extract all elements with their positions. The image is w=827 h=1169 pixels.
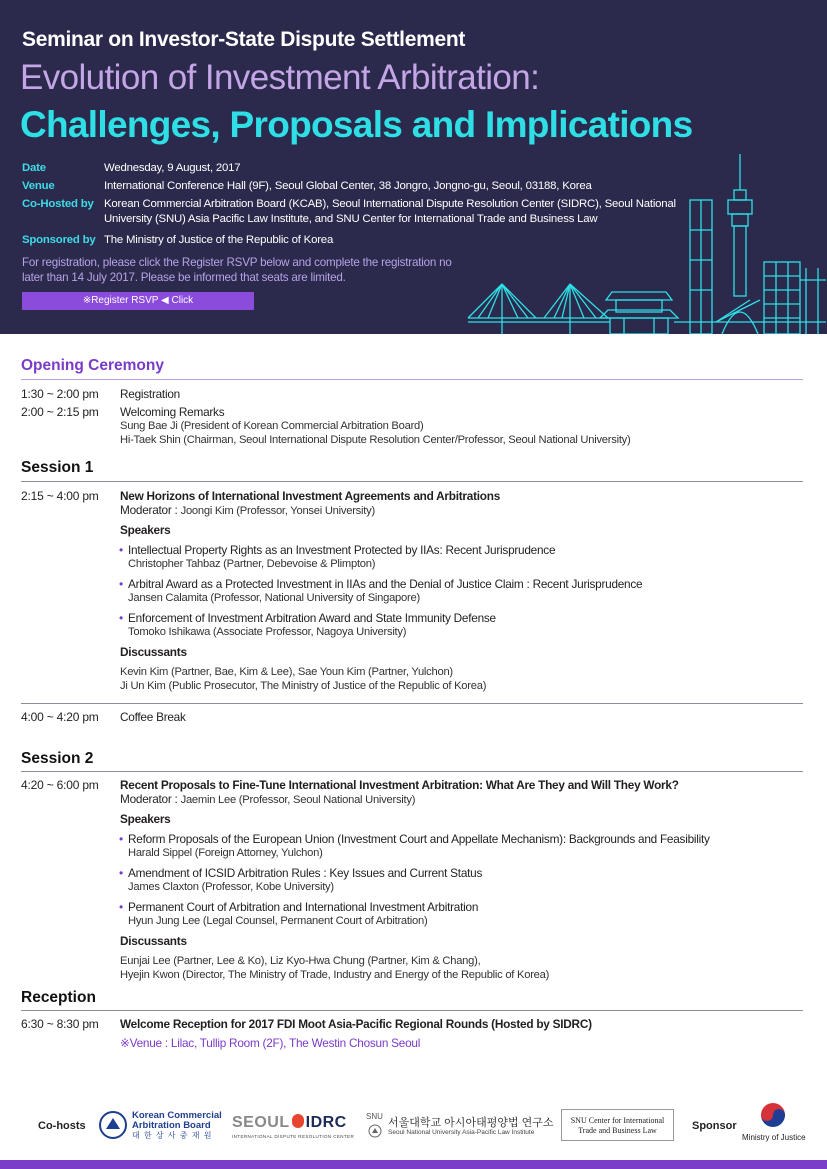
kcab-name-korean: 대 한 상 사 중 재 원 bbox=[132, 1131, 213, 1140]
session-2-block bbox=[120, 778, 810, 982]
snu-emblem-icon bbox=[368, 1124, 382, 1138]
welcoming-item bbox=[120, 405, 810, 447]
talk-title: Arbitral Award as a Protected Investment in IIAs and the Denial of Justice Claim : Recent Jurisprudence bbox=[128, 577, 643, 591]
reception-venue: ※Venue : Lilac, Tullip Room (2F), The Westin Chosun Seoul bbox=[120, 1036, 421, 1050]
session-2-time: 4:20 ~ 6:00 pm bbox=[21, 778, 99, 792]
cohost-label: Co-Hosted by bbox=[22, 198, 94, 210]
coffee-break-item bbox=[120, 710, 810, 724]
header-banner bbox=[0, 0, 827, 334]
session-1-discussants-2: Ji Un Kim (Public Prosecutor, The Ministry of Justice of the Republic of Korea) bbox=[120, 680, 487, 692]
talk-title: Amendment of ICSID Arbitration Rules : Key Issues and Current Status bbox=[128, 866, 483, 880]
welcoming-speaker-1: Sung Bae Ji (President of Korean Commercial Arbitration Board) bbox=[120, 420, 424, 432]
seminar-subtitle: Seminar on Investor-State Dispute Settlement bbox=[22, 28, 466, 51]
session-1-talk: • Arbitral Award as a Protected Investment in IIAs and the Denial of Justice Claim : Recent Jurisprudence Jansen Calamita (Professor, National University of Singapore) bbox=[120, 577, 810, 605]
sponsor-label: Sponsored by bbox=[22, 234, 96, 246]
session-2-discussants-1: Eunjai Lee (Partner, Lee & Ko), Liz Kyo-Hwa Chung (Partner, Kim & Chang), bbox=[120, 955, 481, 967]
registration-item bbox=[120, 387, 810, 401]
session-1-talk: • Intellectual Property Rights as an Investment Protected by IIAs: Recent Jurisprudence Christopher Tahbaz (Partner, Debevoise & Plimpton) bbox=[120, 543, 810, 571]
skyline-illustration-icon bbox=[460, 150, 827, 334]
session-2-moderator-label: Moderator : bbox=[120, 792, 178, 806]
coffee-break-label: Coffee Break bbox=[120, 710, 186, 724]
talk-title: Permanent Court of Arbitration and International Investment Arbitration bbox=[128, 900, 479, 914]
session-2-talk: • Amendment of ICSID Arbitration Rules : Key Issues and Current Status James Claxton (Professor, Kobe University) bbox=[120, 866, 810, 894]
session-1-moderator: Joongi Kim (Professor, Yonsei University) bbox=[180, 505, 375, 517]
title-line-1: Evolution of Investment Arbitration: bbox=[20, 58, 540, 97]
snu-center-line-1: SNU Center for International bbox=[570, 1116, 665, 1125]
date-value: Wednesday, 9 August, 2017 bbox=[104, 162, 241, 174]
sponsor-value: The Ministry of Justice of the Republic of Korea bbox=[104, 234, 334, 246]
session-1-block bbox=[120, 489, 810, 693]
kcab-name-line-2: Arbitration Board bbox=[132, 1120, 211, 1131]
coffee-break-time: 4:00 ~ 4:20 pm bbox=[21, 710, 99, 724]
cohosts-label: Co-hosts bbox=[38, 1120, 86, 1132]
kcab-logo-icon bbox=[98, 1110, 128, 1140]
opening-divider bbox=[21, 379, 803, 380]
footer-logos bbox=[0, 1096, 827, 1158]
talk-speaker: James Claxton (Professor, Kobe University) bbox=[128, 881, 334, 893]
session-2-divider bbox=[21, 771, 803, 772]
sidrc-subtitle: INTERNATIONAL DISPUTE RESOLUTION CENTER bbox=[232, 1134, 355, 1139]
reception-divider bbox=[21, 1010, 803, 1011]
registration-note-line-1: For registration, please click the Register RSVP below and complete the registration no bbox=[22, 256, 452, 269]
talk-speaker: Tomoko Ishikawa (Associate Professor, Nagoya University) bbox=[128, 626, 407, 638]
reception-label: Welcome Reception for 2017 FDI Moot Asia-Pacific Regional Rounds (Hosted by SIDRC) bbox=[120, 1017, 592, 1031]
sidrc-left-text: SEOUL bbox=[232, 1114, 290, 1131]
welcoming-speaker-2: Hi-Taek Shin (Chairman, Seoul International Dispute Resolution Center/Professor, Seoul National University) bbox=[120, 434, 631, 446]
session-1-moderator-label: Moderator : bbox=[120, 503, 178, 517]
venue-label: Venue bbox=[22, 180, 55, 192]
opening-ceremony-title: Opening Ceremony bbox=[21, 357, 164, 374]
session-2-speakers-label: Speakers bbox=[120, 812, 171, 826]
session-1-talk: • Enforcement of Investment Arbitration Award and State Immunity Defense Tomoko Ishikawa (Associate Professor, Nagoya University) bbox=[120, 611, 810, 639]
talk-speaker: Jansen Calamita (Professor, National University of Singapore) bbox=[128, 592, 420, 604]
talk-title: Intellectual Property Rights as an Investment Protected by IIAs: Recent Jurisprudence bbox=[128, 543, 556, 557]
sidrc-right-text: IDRC bbox=[305, 1114, 347, 1131]
session-1-discussants-label: Discussants bbox=[120, 645, 187, 659]
welcoming-time: 2:00 ~ 2:15 pm bbox=[21, 405, 99, 419]
talk-title: Reform Proposals of the European Union (Investment Court and Appellate Mechanism): Backgrounds and Feasibility bbox=[128, 832, 710, 846]
talk-speaker: Hyun Jung Lee (Legal Counsel, Permanent Court of Arbitration) bbox=[128, 915, 428, 927]
session-2-talk: • Reform Proposals of the European Union (Investment Court and Appellate Mechanism): Backgrounds and Feasibility Harald Sippel (Foreign Attorney, Yulchon) bbox=[120, 832, 810, 860]
welcoming-label: Welcoming Remarks bbox=[120, 405, 225, 419]
registration-note bbox=[22, 255, 492, 285]
kcab-name bbox=[132, 1111, 222, 1141]
session-1-topic: New Horizons of International Investment Agreements and Arbitrations bbox=[120, 489, 500, 503]
session-2-discussants-label: Discussants bbox=[120, 934, 187, 948]
reception-block bbox=[120, 1017, 810, 1050]
session-2-discussants-2: Hyejin Kwon (Director, The Ministry of Trade, Industry and Energy of the Republic of Korea) bbox=[120, 969, 550, 981]
session-1-time: 2:15 ~ 4:00 pm bbox=[21, 489, 99, 503]
registration-label: Registration bbox=[120, 387, 180, 401]
session-2-talk: • Permanent Court of Arbitration and International Investment Arbitration Hyun Jung Lee (Legal Counsel, Permanent Court of Arbitration) bbox=[120, 900, 810, 928]
session-1-divider bbox=[21, 481, 803, 482]
sidrc-mark-icon bbox=[292, 1114, 304, 1128]
session-1-speakers-label: Speakers bbox=[120, 523, 171, 537]
snu-center-line-2: Trade and Business Law bbox=[578, 1126, 657, 1135]
talk-speaker: Harald Sippel (Foreign Attorney, Yulchon) bbox=[128, 847, 323, 859]
snu-mark: SNU bbox=[366, 1112, 383, 1121]
bottom-accent-bar bbox=[0, 1160, 827, 1169]
registration-note-line-2: later than 14 July 2017. Please be informed that seats are limited. bbox=[22, 271, 346, 284]
ministry-of-justice-label: Ministry of Justice bbox=[742, 1133, 806, 1142]
ministry-of-justice-emblem-icon bbox=[758, 1100, 788, 1130]
title-line-2: Challenges, Proposals and Implications bbox=[20, 104, 693, 145]
snu-korean-name: 서울대학교 아시아태평양법 연구소 bbox=[388, 1117, 554, 1129]
talk-speaker: Christopher Tahbaz (Partner, Debevoise & Plimpton) bbox=[128, 558, 376, 570]
sidrc-logo bbox=[232, 1114, 347, 1132]
sponsor-footer-label: Sponsor bbox=[692, 1120, 737, 1132]
cohost-value-2: University (SNU) Asia Pacific Law Institute, and SNU Center for International Trade and Business Law bbox=[104, 213, 598, 225]
session-2-moderator: Jaemin Lee (Professor, Seoul National University) bbox=[180, 794, 416, 806]
register-rsvp-button[interactable]: ※Register RSVP ◀ Click bbox=[22, 292, 254, 310]
snu-center-logo bbox=[561, 1109, 674, 1141]
reception-title: Reception bbox=[21, 989, 96, 1006]
session-2-title: Session 2 bbox=[21, 750, 94, 767]
session-2-topic: Recent Proposals to Fine-Tune International Investment Arbitration: What Are They and Will They Work? bbox=[120, 778, 679, 792]
coffee-divider bbox=[21, 703, 803, 704]
date-label: Date bbox=[22, 162, 46, 174]
kcab-name-line-1: Korean Commercial bbox=[132, 1110, 222, 1121]
registration-time: 1:30 ~ 2:00 pm bbox=[21, 387, 99, 401]
venue-value: International Conference Hall (9F), Seoul Global Center, 38 Jongro, Jongno-gu, Seoul, 03188, Korea bbox=[104, 180, 592, 192]
talk-title: Enforcement of Investment Arbitration Award and State Immunity Defense bbox=[128, 611, 496, 625]
cohost-value-1: Korean Commercial Arbitration Board (KCAB), Seoul International Dispute Resolution Center (SIDRC), Seoul National bbox=[104, 198, 676, 210]
reception-time: 6:30 ~ 8:30 pm bbox=[21, 1017, 99, 1031]
snu-english-name: Seoul National University Asia-Pacific Law Institute bbox=[388, 1129, 535, 1136]
session-1-discussants-1: Kevin Kim (Partner, Bae, Kim & Lee), Sae Youn Kim (Partner, Yulchon) bbox=[120, 666, 453, 678]
session-1-title: Session 1 bbox=[21, 459, 94, 476]
